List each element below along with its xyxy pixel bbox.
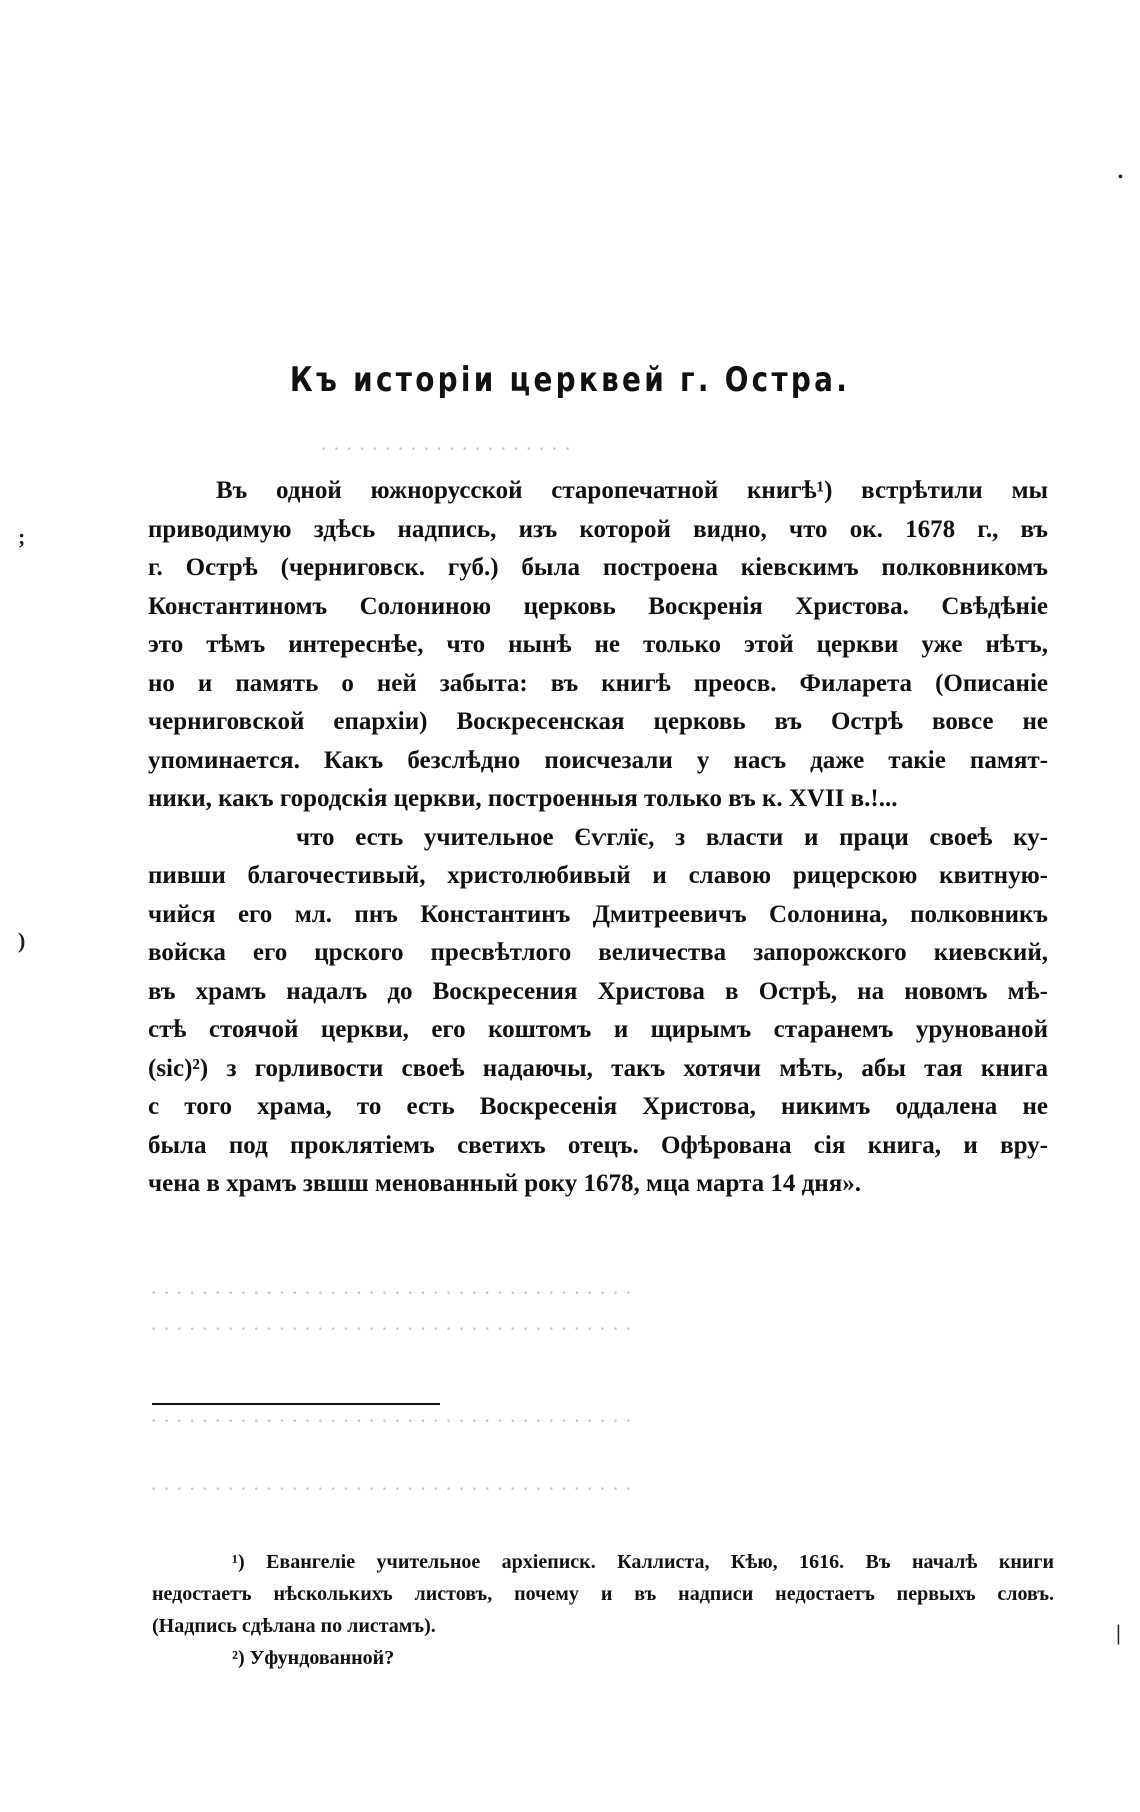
bleed-through-text: · · · · · · · · · · · · · · · · · · · · · · · · · · · · · · · · · · · · · · <box>150 1280 632 1305</box>
margin-mark: | <box>1116 1620 1121 1645</box>
margin-mark: ) <box>18 928 26 953</box>
margin-mark: ; <box>18 524 26 549</box>
article-body <box>148 472 1048 1204</box>
footnote-1-line: недостаетъ нѣсколькихъ листовъ, почему и въ надписи недостаетъ первыхъ словъ. <box>152 1583 1054 1605</box>
quoted-inscription-line: была под проклятіемъ светихъ отецъ. Офѣрована сія книга, и вру- <box>148 1131 1048 1159</box>
text-line: ники, какъ городскія церкви, построенныя только въ к. XVII в.!... <box>148 785 898 812</box>
footnotes <box>152 1546 1054 1674</box>
bleed-through-text: · · · · · · · · · · · · · · · · · · · · <box>320 436 572 461</box>
quoted-inscription-line: чена в храмъ звшш менованный року 1678, мца марта 14 дня». <box>148 1170 861 1197</box>
quoted-inscription-line: (sic)²) з горливости своеѣ надаючы, такъ хотячи мѣть, абы тая книга <box>148 1054 1048 1082</box>
margin-mark: • <box>1118 170 1123 185</box>
bleed-through-text: · · · · · · · · · · · · · · · · · · · · · · · · · · · · · · · · · · · · · · <box>150 1476 632 1501</box>
text-line: г. Острѣ (черниговск. губ.) была построена кіевскимъ полковникомъ <box>148 554 1048 581</box>
text-line: черниговской епархіи) Воскресенская церковь въ Острѣ вовсе не <box>148 708 1048 735</box>
footnote-2: ²) Уфундованной? <box>232 1647 395 1669</box>
quoted-inscription-line: чийся его мл. пнъ Константинъ Дмитреевичъ Солонина, полковникъ <box>148 900 1048 928</box>
text-line: Въ одной южнорусской старопечатной книгѣ¹) встрѣтили мы <box>216 477 1048 504</box>
quoted-inscription-line: с того храма, то есть Воскресенія Христова, никимъ оддалена не <box>148 1093 1048 1120</box>
article-title: Къ исторіи церквей г. Остра. <box>289 360 851 400</box>
footnote-separator <box>152 1403 440 1405</box>
quoted-inscription-line: стѣ стоячой церкви, его коштомъ и щирымъ старанемъ урунованой <box>148 1016 1048 1043</box>
quoted-inscription-line: войска его црского пресвѣтлого величества запорожского киевский, <box>148 939 1048 966</box>
text-line: это тѣмъ интереснѣе, что нынѣ не только этой церкви уже нѣтъ, <box>148 631 1048 658</box>
bleed-through-text: · · · · · · · · · · · · · · · · · · · · · · · · · · · · · · · · · · · · · · <box>150 1408 632 1433</box>
footnote-1-line: ¹) Евангеліе учительное архіеписк. Каллиста, Кѣю, 1616. Въ началѣ книги <box>232 1551 1054 1573</box>
quoted-inscription-line: что есть учительное Єѵглїє, з власти и праци своеѣ ку- <box>296 823 1048 851</box>
quoted-inscription-line: пивши благочестивый, христолюбивый и славою рицерскою квитную- <box>148 862 1048 889</box>
text-line: но и память о ней забыта: въ книгѣ преосв. Филарета (Описаніе <box>148 669 1048 697</box>
bleed-through-text: · · · · · · · · · · · · · · · · · · · · · · · · · · · · · · · · · · · · · · <box>150 1316 632 1341</box>
text-line: Константиномъ Солониною церковь Воскренія Христова. Свѣдѣніе <box>148 592 1048 620</box>
text-line: упоминается. Какъ безслѣдно поисчезали у насъ даже такіе памят- <box>148 746 1048 774</box>
footnote-1-line: (Надпись сдѣлана по листамъ). <box>152 1615 436 1637</box>
quoted-inscription-line: въ храмъ надалъ до Воскресения Христова в Острѣ, на новомъ мѣ- <box>148 977 1048 1005</box>
text-line: приводимую здѣсь надпись, изъ которой видно, что ок. 1678 г., въ <box>148 515 1048 543</box>
